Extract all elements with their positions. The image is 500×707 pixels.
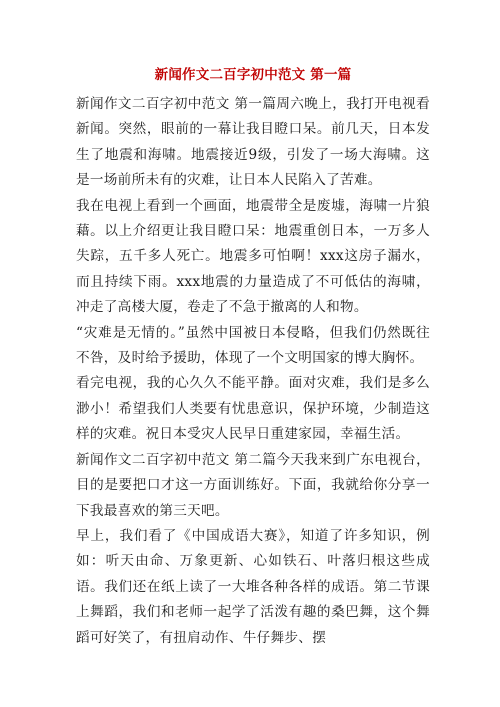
paragraph-6: 早上，我们看了《中国成语大赛》，知道了许多知识，例如：听天由命、万象更新、心如铁石、叶落归根这些成语。我们还在纸上读了一大堆各种各样的成语。第二节课上舞蹈，我们和老师一起学了活泼有趣的桑巴舞，这个舞蹈可好笑了，有扭肩动作、牛仔舞步、摆	[76, 527, 430, 646]
paragraph-5: 新闻作文二百字初中范文 第二篇今天我来到广东电视台，目的是要把口才这一方面训练好。下面，我就给你分享一下我最喜欢的第三天吧。	[76, 451, 430, 519]
document-page	[76, 66, 430, 651]
paragraph-4: 看完电视，我的心久久不能平静。面对灾难，我们是多么渺小！希望我们人类要有忧患意识，保护环境，少制造这样的灾难。祝日本受灾人民早日重建家园，幸福生活。	[76, 375, 430, 443]
document-title: 新闻作文二百字初中范文 第一篇	[154, 67, 352, 83]
paragraph-1: 新闻作文二百字初中范文 第一篇周六晚上，我打开电视看新闻。突然，眼前的一幕让我目瞪口呆。前几天，日本发生了地震和海啸。地震接近9级，引发了一场大海啸。这是一场前所未有的灾难，让日本人民陷入了苦难。	[76, 96, 430, 189]
paragraph-2: 我在电视上看到一个画面，地震带全是废墟，海啸一片狼藉。以上介绍更让我目瞪口呆：地震重创日本，一万多人失踪，五千多人死亡。地震多可怕啊！xxx这房子漏水，而且持续下雨。xxx地震的力量造成了不可低估的海啸，冲走了高楼大厦，卷走了不急于撤离的人和物。	[76, 197, 430, 316]
paragraph-3: “灾难是无情的。”虽然中国被日本侵略，但我们仍然既往不咎，及时给予援助，体现了一个文明国家的博大胸怀。	[76, 324, 430, 367]
